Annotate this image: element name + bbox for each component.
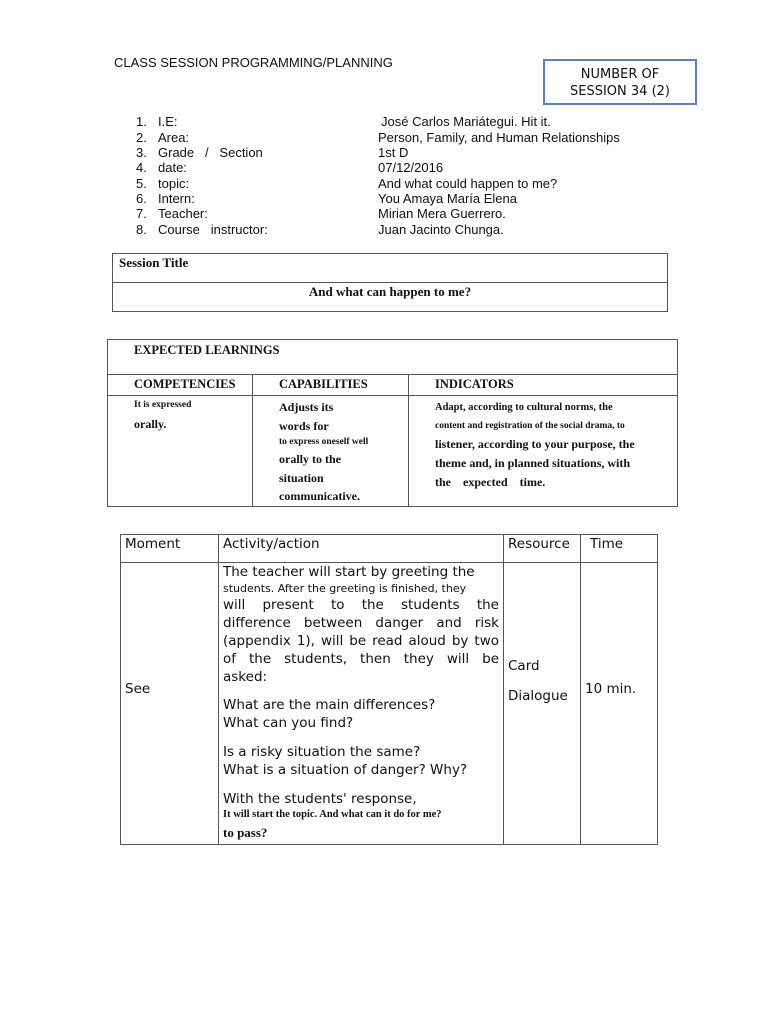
col-activity: Activity/action bbox=[219, 535, 504, 563]
col-resource: Resource bbox=[504, 535, 581, 563]
info-label: topic: bbox=[158, 176, 190, 191]
indicator-text: theme and, in planned situations, with bbox=[435, 456, 631, 470]
col-capabilities: CAPABILITIES bbox=[253, 375, 409, 396]
info-value-area: Person, Family, and Human Relationships bbox=[378, 130, 620, 145]
info-value-topic: And what could happen to me? bbox=[378, 176, 558, 191]
info-label: date: bbox=[158, 160, 187, 175]
col-moment: Moment bbox=[121, 535, 219, 563]
indicator-cell bbox=[409, 396, 678, 507]
capability-text: communicative. bbox=[279, 489, 360, 503]
info-number: 7. bbox=[136, 206, 147, 221]
col-time: Time bbox=[581, 535, 658, 563]
expected-learnings-table bbox=[107, 339, 678, 507]
resource-text: Dialogue bbox=[508, 688, 568, 704]
info-number: 4. bbox=[136, 160, 147, 175]
session-number-value: SESSION 34 (2) bbox=[570, 84, 670, 99]
capability-cell bbox=[253, 396, 409, 507]
info-label: Course instructor: bbox=[158, 222, 268, 237]
info-item-teacher bbox=[136, 206, 208, 221]
resource-cell bbox=[504, 563, 581, 845]
competency-cell bbox=[108, 396, 253, 507]
activity-text: The teacher will start by greeting the bbox=[223, 564, 475, 580]
indicator-text: the expected time. bbox=[435, 475, 546, 489]
activity-text: to pass? bbox=[223, 825, 268, 840]
activity-text: With the students' response, bbox=[223, 791, 417, 807]
info-item-ie bbox=[136, 114, 178, 129]
info-item-date bbox=[136, 160, 187, 175]
info-number: 8. bbox=[136, 222, 147, 237]
info-number: 6. bbox=[136, 191, 147, 206]
col-competencies: COMPETENCIES bbox=[108, 375, 253, 396]
resource-text: Card bbox=[508, 658, 540, 674]
activity-table bbox=[120, 534, 658, 845]
info-item-instructor bbox=[136, 222, 268, 237]
session-title-value: And what can happen to me? bbox=[113, 283, 668, 312]
info-item-intern bbox=[136, 191, 195, 206]
session-number-label: NUMBER OF bbox=[580, 67, 660, 82]
info-label: Area: bbox=[158, 130, 190, 145]
info-number: 2. bbox=[136, 130, 147, 145]
info-value-teacher: Mirian Mera Guerrero. bbox=[378, 206, 506, 221]
capability-text: orally to the bbox=[279, 452, 341, 466]
activity-question: What is a situation of danger? Why? bbox=[223, 762, 468, 778]
col-indicators: INDICATORS bbox=[409, 375, 678, 396]
capability-text: situation bbox=[279, 470, 324, 485]
learnings-heading: EXPECTED LEARNINGS bbox=[108, 340, 678, 375]
document-title: CLASS SESSION PROGRAMMING/PLANNING bbox=[114, 55, 393, 70]
info-label: Grade / Section bbox=[158, 145, 263, 160]
session-number-box bbox=[543, 59, 697, 105]
info-label: Intern: bbox=[158, 191, 195, 206]
indicator-text: listener, according to your purpose, the bbox=[435, 437, 635, 451]
activity-text: students. After the greeting is finished, they bbox=[223, 582, 467, 595]
info-item-topic bbox=[136, 176, 189, 191]
activity-cell bbox=[219, 563, 504, 845]
competency-text: orally. bbox=[134, 417, 167, 431]
info-number: 3. bbox=[136, 145, 147, 160]
activity-question: Is a risky situation the same? bbox=[223, 744, 421, 760]
indicator-text: Adapt, according to cultural norms, the bbox=[435, 402, 613, 413]
competency-text: It is expressed bbox=[134, 400, 192, 410]
info-value-instructor: Juan Jacinto Chunga. bbox=[378, 222, 504, 237]
indicator-text: content and registration of the social drama, to bbox=[435, 421, 625, 431]
info-value-ie: José Carlos Mariátegui. Hit it. bbox=[381, 114, 551, 129]
info-value-intern: You Amaya María Elena bbox=[378, 191, 517, 206]
info-label: Teacher: bbox=[158, 206, 208, 221]
info-item-grade bbox=[136, 145, 263, 160]
info-value-grade: 1st D bbox=[378, 145, 409, 160]
session-title-table bbox=[112, 253, 668, 312]
activity-question: What are the main differences? bbox=[223, 697, 436, 713]
info-value-date: 07/12/2016 bbox=[378, 160, 444, 175]
activity-text: It will start the topic. And what can it do for me? bbox=[223, 809, 442, 820]
info-number: 1. bbox=[136, 114, 147, 129]
moment-cell: See bbox=[121, 563, 219, 845]
session-title-label: Session Title bbox=[113, 254, 668, 283]
capability-text: Adjusts its bbox=[279, 400, 334, 414]
activity-text: will present to the students the difference between danger and risk (appendix 1), will be read aloud by two of the students, then they will be asked: bbox=[223, 597, 499, 685]
time-cell: 10 min. bbox=[581, 563, 658, 845]
info-number: 5. bbox=[136, 176, 147, 191]
info-label: I.E: bbox=[158, 114, 178, 129]
info-item-area bbox=[136, 130, 189, 145]
activity-question: What can you find? bbox=[223, 715, 354, 731]
capability-text: words for bbox=[279, 418, 329, 433]
capability-text: to express oneself well bbox=[279, 437, 369, 447]
